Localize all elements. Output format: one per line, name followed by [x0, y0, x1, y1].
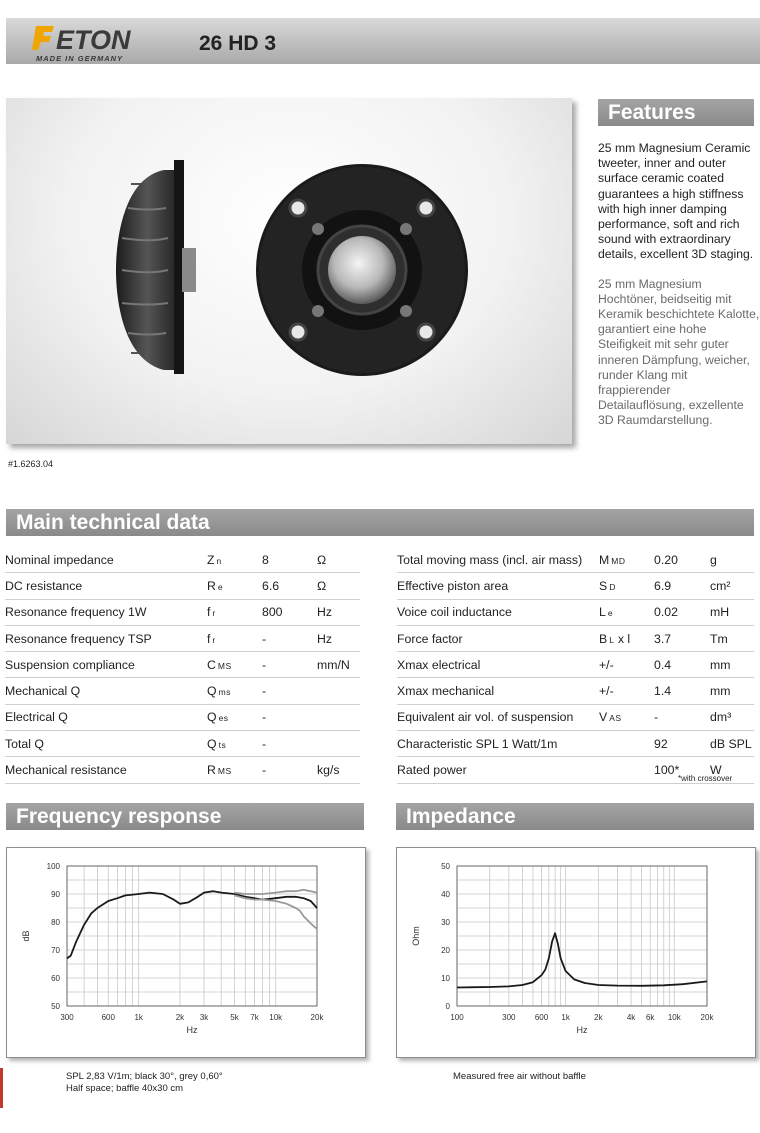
spec-value: 0.02 — [654, 599, 710, 625]
spec-row — [397, 731, 754, 757]
features-header — [598, 99, 754, 126]
spec-row — [397, 599, 754, 625]
spec-label: Total Q — [5, 731, 207, 757]
spec-table-right — [397, 547, 754, 784]
y-tick-label: 90 — [51, 890, 60, 899]
spec-value: 6.9 — [654, 573, 710, 599]
spec-symbol-main: Q — [207, 710, 217, 725]
spec-symbol — [207, 704, 262, 730]
spec-symbol — [207, 625, 262, 651]
spec-label: Mechanical Q — [5, 678, 207, 704]
spec-symbol-sub: e — [607, 608, 614, 619]
spec-symbol — [599, 678, 654, 704]
spec-symbol — [599, 652, 654, 678]
spec-label: Electrical Q — [5, 704, 207, 730]
y-tick-label: 60 — [51, 974, 60, 983]
spec-symbol-sub: e — [217, 581, 224, 592]
spec-symbol-main: M — [599, 552, 610, 567]
spec-value: 100* — [654, 757, 710, 783]
brand-tagline: MADE IN GERMANY — [36, 54, 124, 62]
spec-value: - — [262, 625, 317, 651]
spec-symbol — [207, 599, 262, 625]
spec-symbol — [207, 573, 262, 599]
spec-row — [397, 704, 754, 730]
spec-symbol — [207, 652, 262, 678]
spec-unit: mm/N — [317, 652, 360, 678]
spec-symbol-main: +/- — [599, 657, 614, 672]
spec-value: 0.20 — [654, 547, 710, 573]
x-tick-label: 300 — [60, 1013, 74, 1022]
features-title: Features — [608, 101, 696, 124]
spec-symbol-main: Q — [207, 736, 217, 751]
y-tick-label: 100 — [46, 862, 60, 871]
y-tick-label: 70 — [51, 946, 60, 955]
y-tick-label: 0 — [445, 1002, 450, 1011]
spec-symbol — [599, 573, 654, 599]
spec-label: Rated power — [397, 757, 599, 783]
spec-label: Xmax mechanical — [397, 678, 599, 704]
spec-value: - — [654, 704, 710, 730]
spec-row — [5, 625, 360, 651]
spec-unit: W — [710, 757, 754, 783]
spec-unit: Hz — [317, 625, 360, 651]
freq-chart-frame — [6, 847, 366, 1058]
spec-value: - — [262, 731, 317, 757]
header-bar — [6, 18, 760, 64]
spec-label: Resonance frequency TSP — [5, 625, 207, 651]
spec-label: Voice coil inductance — [397, 599, 599, 625]
x-tick-label: 600 — [534, 1013, 549, 1022]
spec-symbol-main: R — [207, 763, 216, 778]
spec-symbol-sub: ms — [218, 687, 231, 698]
spec-symbol — [599, 547, 654, 573]
x-tick-label: 5k — [230, 1013, 239, 1022]
spec-label: Suspension compliance — [5, 652, 207, 678]
freq-header — [6, 803, 364, 830]
imp-caption: Measured free air without baffle — [453, 1071, 586, 1082]
spec-label: Equivalent air vol. of suspension — [397, 704, 599, 730]
spec-label: Effective piston area — [397, 573, 599, 599]
spec-row — [397, 573, 754, 599]
spec-symbol — [207, 757, 262, 783]
spec-row — [5, 731, 360, 757]
x-tick-label: 10k — [667, 1013, 681, 1022]
x-tick-label: 1k — [561, 1013, 570, 1022]
spec-row — [397, 547, 754, 573]
features-text — [598, 141, 760, 443]
spec-value: - — [262, 652, 317, 678]
spec-symbol-main: Z — [207, 552, 215, 567]
model-name: 26 HD 3 — [199, 32, 277, 55]
spec-value: 8 — [262, 547, 317, 573]
spec-symbol-main: f — [207, 605, 211, 620]
page-edge-mark — [0, 1068, 3, 1108]
spec-row — [5, 704, 360, 730]
spec-symbol — [207, 678, 262, 704]
spec-unit: g — [710, 547, 754, 573]
spec-unit — [317, 678, 360, 704]
freq-chart — [7, 848, 365, 1057]
imp-chart-frame — [396, 847, 756, 1058]
spec-symbol-sub: AS — [609, 713, 622, 724]
spec-symbol-main: S — [599, 578, 608, 593]
imp-header — [396, 803, 754, 830]
spec-unit: kg/s — [317, 757, 360, 783]
x-axis-label: Hz — [576, 1025, 588, 1035]
article-number: #1.6263.04 — [8, 459, 54, 469]
spec-symbol-sub: n — [216, 555, 222, 566]
tweeter-side-view — [116, 160, 196, 374]
spec-row — [397, 625, 754, 651]
spec-label: Force factor — [397, 625, 599, 651]
spec-row — [397, 652, 754, 678]
spec-label: Mechanical resistance — [5, 757, 207, 783]
x-tick-label: 20k — [700, 1013, 714, 1022]
spec-symbol-tail: x l — [614, 631, 631, 646]
eton-logo — [32, 22, 182, 62]
spec-value: - — [262, 704, 317, 730]
spec-value: 800 — [262, 599, 317, 625]
y-tick-label: 30 — [441, 918, 450, 927]
x-tick-label: 6k — [645, 1013, 655, 1022]
freq-caption — [66, 1071, 223, 1095]
spec-unit: mH — [710, 599, 754, 625]
imp-chart — [397, 848, 755, 1057]
features-english: 25 mm Magnesium Ceramic tweeter, inner and outer surface ceramic coated guarantees a high stiffness with high inner damping performance, soft and rich sound with extraordinary details, excellent 3D staging. — [598, 141, 754, 262]
tech-title: Main technical data — [16, 511, 210, 534]
x-tick-label: 7k — [250, 1013, 259, 1022]
spec-unit: mm — [710, 678, 754, 704]
spec-symbol — [207, 547, 262, 573]
spec-row — [5, 599, 360, 625]
spec-label: Total moving mass (incl. air mass) — [397, 547, 599, 573]
spec-symbol-sub: r — [212, 608, 216, 619]
tweeter-front-view — [256, 164, 468, 376]
spec-table-left — [5, 547, 360, 784]
x-tick-label: 600 — [101, 1013, 115, 1022]
spec-symbol — [599, 704, 654, 730]
spec-unit: cm² — [710, 573, 754, 599]
spec-unit: dm³ — [710, 704, 754, 730]
spec-value: 3.7 — [654, 625, 710, 651]
spec-unit: Hz — [317, 599, 360, 625]
spec-row — [5, 547, 360, 573]
spec-symbol-sub: ts — [218, 739, 227, 750]
spec-row — [397, 678, 754, 704]
spec-value: 0.4 — [654, 652, 710, 678]
spec-symbol-sub: MD — [611, 555, 626, 566]
x-tick-label: 20k — [310, 1013, 324, 1022]
spec-symbol-sub: r — [212, 634, 216, 645]
spec-symbol — [599, 731, 654, 757]
x-tick-label: 300 — [502, 1013, 516, 1022]
y-tick-label: 50 — [51, 1002, 60, 1011]
spec-symbol — [599, 625, 654, 651]
freq-caption-line1: SPL 2,83 V/1m; black 30°, grey 0,60° — [66, 1071, 223, 1082]
spec-value: - — [262, 757, 317, 783]
spec-label: Characteristic SPL 1 Watt/1m — [397, 731, 599, 757]
spec-unit: Ω — [317, 573, 360, 599]
x-tick-label: 2k — [594, 1013, 603, 1022]
spec-label: Nominal impedance — [5, 547, 207, 573]
freq-title: Frequency response — [16, 805, 222, 828]
x-tick-label: 1k — [134, 1013, 143, 1022]
spec-symbol-main: +/- — [599, 684, 614, 699]
y-tick-label: 20 — [441, 946, 450, 955]
spec-symbol-sub: MS — [217, 660, 232, 671]
x-tick-label: 2k — [175, 1013, 185, 1022]
spec-unit: dB SPL — [710, 731, 754, 757]
spec-row — [5, 652, 360, 678]
spec-symbol — [599, 757, 654, 783]
spec-label: Resonance frequency 1W — [5, 599, 207, 625]
crossover-note: *with crossover — [678, 774, 733, 783]
freq-caption-line2: Half space; baffle 40x30 cm — [66, 1083, 184, 1094]
y-tick-label: 50 — [441, 862, 450, 871]
tech-header — [6, 509, 754, 536]
spec-row — [5, 678, 360, 704]
brand-text: ETON — [56, 25, 131, 55]
spec-row — [5, 573, 360, 599]
features-german: 25 mm Magnesium Hochtöner, beidseitig mit Keramik beschichtete Kalotte, garantiert eine hohe Steifigkeit mit sehr guter inneren Dämpfung, weicher, runder Klang mit frappierender Detailauflösung, exzellente 3D Raumdarstellung. — [598, 276, 760, 428]
spec-unit — [317, 704, 360, 730]
spec-unit: mm — [710, 652, 754, 678]
spec-symbol-main: V — [599, 710, 608, 725]
spec-unit: Tm — [710, 625, 754, 651]
y-tick-label: 10 — [441, 974, 450, 983]
spec-symbol-main: C — [207, 657, 216, 672]
spec-symbol-main: B — [599, 631, 608, 646]
spec-row — [5, 757, 360, 783]
product-photo — [6, 98, 572, 444]
spec-symbol-main: f — [207, 631, 211, 646]
y-tick-label: 80 — [51, 918, 60, 927]
x-tick-label: 4k — [626, 1013, 636, 1022]
y-axis-label: Ohm — [411, 926, 421, 946]
imp-title: Impedance — [406, 805, 516, 828]
spec-symbol-sub: es — [218, 713, 229, 724]
spec-label: DC resistance — [5, 573, 207, 599]
spec-value: 92 — [654, 731, 710, 757]
spec-symbol-sub: D — [609, 581, 616, 592]
spec-symbol-main: L — [599, 605, 606, 620]
spec-unit: Ω — [317, 547, 360, 573]
spec-value: 6.6 — [262, 573, 317, 599]
x-tick-label: 3k — [199, 1013, 209, 1022]
spec-symbol-main: Q — [207, 684, 217, 699]
x-tick-label: 10k — [269, 1013, 283, 1022]
spec-symbol-main: R — [207, 578, 216, 593]
y-axis-label: dB — [21, 930, 31, 942]
y-tick-label: 40 — [441, 890, 450, 899]
spec-unit — [317, 731, 360, 757]
spec-value: - — [262, 678, 317, 704]
spec-symbol — [599, 599, 654, 625]
spec-value: 1.4 — [654, 678, 710, 704]
spec-symbol-sub: L — [609, 634, 615, 645]
x-tick-label: 100 — [450, 1013, 464, 1022]
x-axis-label: Hz — [186, 1025, 198, 1035]
spec-symbol-sub: MS — [217, 766, 232, 777]
spec-symbol — [207, 731, 262, 757]
spec-label: Xmax electrical — [397, 652, 599, 678]
